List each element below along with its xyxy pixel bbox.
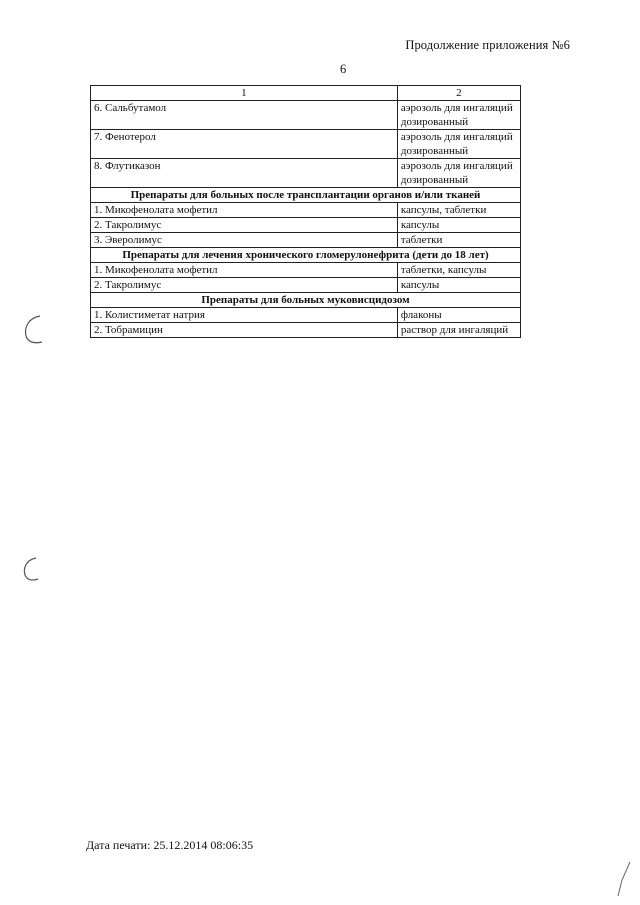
dosage-form-cell: таблетки: [397, 233, 520, 248]
table-row: [91, 308, 521, 323]
dosage-form-cell: аэрозоль для ингаляций дозированный: [397, 101, 520, 130]
dosage-form-cell: капсулы, таблетки: [397, 203, 520, 218]
drug-name-cell: 1. Колистиметат натрия: [91, 308, 398, 323]
section-title: Препараты для больных после трансплантации органов и/или тканей: [91, 188, 521, 203]
drug-name-cell: 2. Тобрамицин: [91, 323, 398, 338]
table-row: [91, 263, 521, 278]
section-row: [91, 248, 521, 263]
drug-name-cell: 3. Эверолимус: [91, 233, 398, 248]
table-row: [91, 130, 521, 159]
dosage-form-cell: аэрозоль для ингаляций дозированный: [397, 159, 520, 188]
column-header-1: 1: [91, 86, 398, 101]
drug-name-cell: 1. Микофенолата мофетил: [91, 203, 398, 218]
drug-name-cell: 6. Сальбутамол: [91, 101, 398, 130]
table-row: [91, 203, 521, 218]
section-row: [91, 188, 521, 203]
page-number: 6: [340, 62, 347, 76]
table-row: [91, 101, 521, 130]
punch-hole-mark-top: [20, 312, 48, 346]
table-row: [91, 233, 521, 248]
drug-table: [90, 85, 521, 338]
section-title: Препараты для больных муковисцидозом: [91, 293, 521, 308]
drug-name-cell: 2. Такролимус: [91, 218, 398, 233]
print-date: Дата печати: 25.12.2014 08:06:35: [86, 838, 254, 852]
table-row: [91, 218, 521, 233]
column-header-2: 2: [397, 86, 520, 101]
drug-name-cell: 7. Фенотерол: [91, 130, 398, 159]
drug-table-body: [91, 86, 521, 338]
dosage-form-cell: капсулы: [397, 278, 520, 293]
table-header-row: [91, 86, 521, 101]
continuation-heading: Продолжение приложения №6: [405, 38, 570, 52]
dosage-form-cell: таблетки, капсулы: [397, 263, 520, 278]
dosage-form-cell: капсулы: [397, 218, 520, 233]
table-row: [91, 278, 521, 293]
drug-name-cell: 1. Микофенолата мофетил: [91, 263, 398, 278]
dosage-form-cell: аэрозоль для ингаляций дозированный: [397, 130, 520, 159]
dosage-form-cell: раствор для ингаляций: [397, 323, 520, 338]
dosage-form-cell: флаконы: [397, 308, 520, 323]
drug-name-cell: 8. Флутиказон: [91, 159, 398, 188]
table-row: [91, 323, 521, 338]
punch-hole-mark-bottom: [18, 554, 44, 584]
drug-name-cell: 2. Такролимус: [91, 278, 398, 293]
section-title: Препараты для лечения хронического гломерулонефрита (дети до 18 лет): [91, 248, 521, 263]
table-row: [91, 159, 521, 188]
section-row: [91, 293, 521, 308]
pen-stroke-mark: [612, 860, 636, 900]
